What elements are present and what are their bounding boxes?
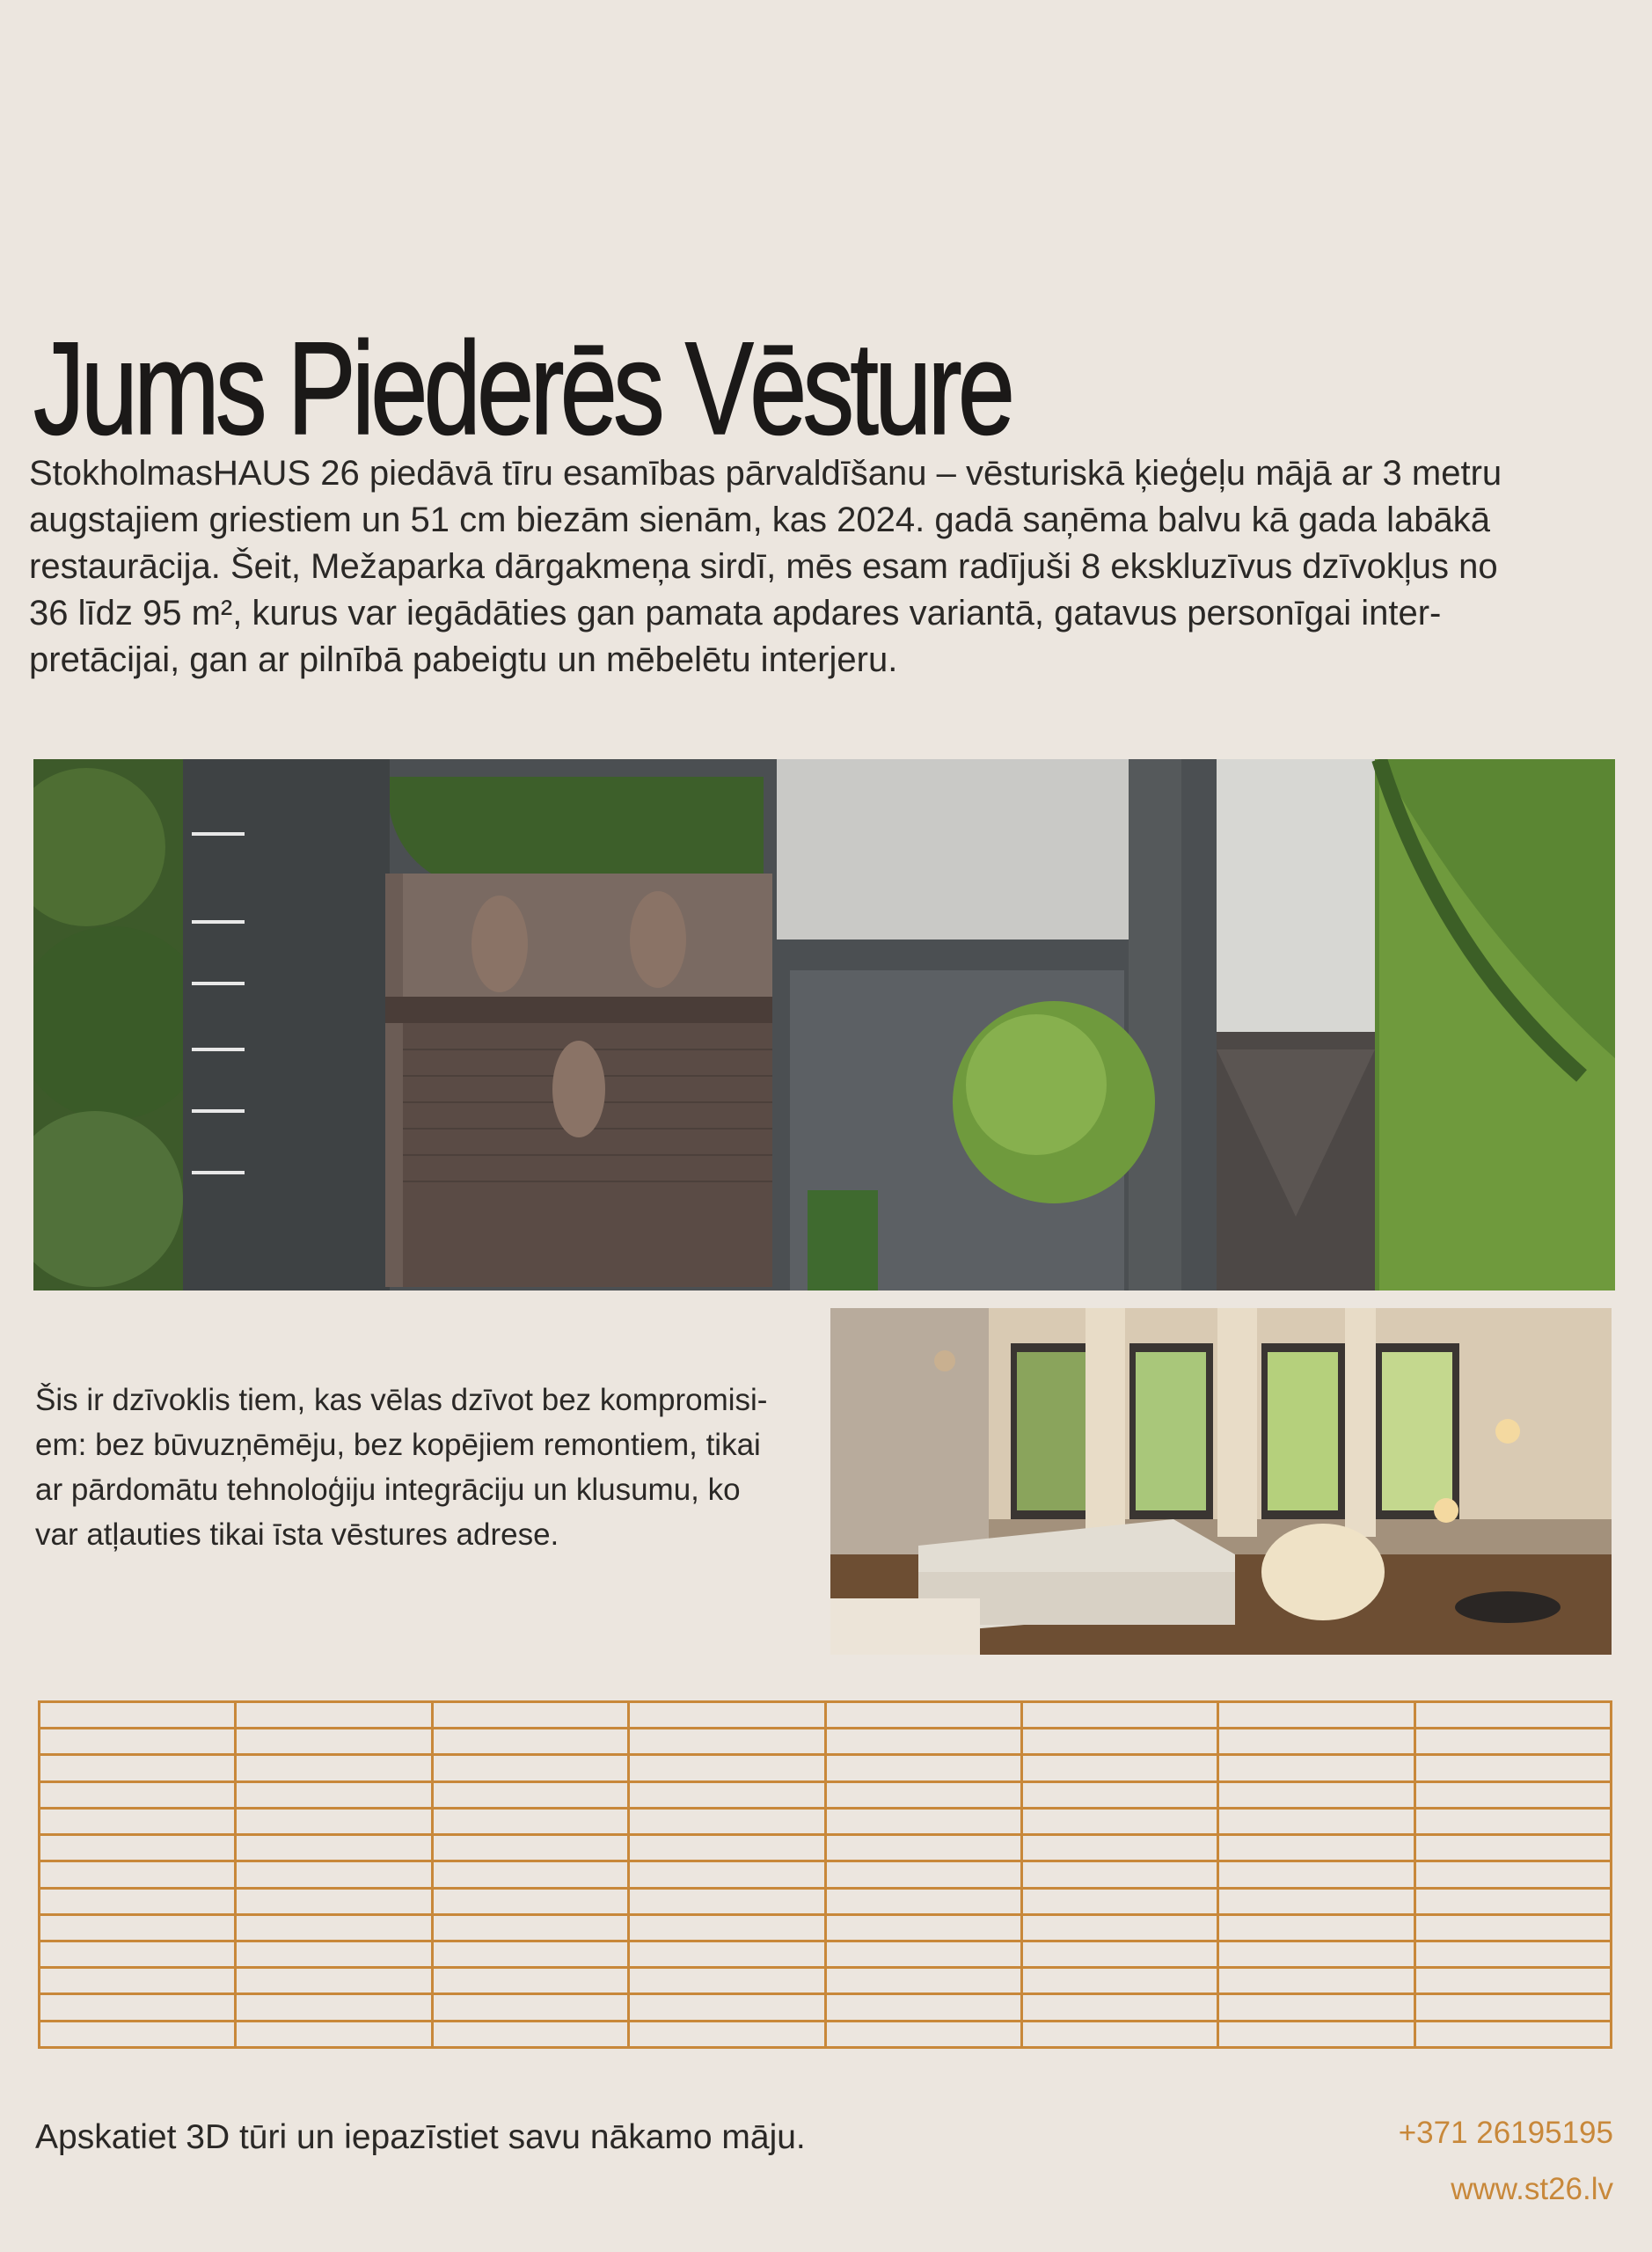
grid-cell bbox=[629, 1941, 825, 1967]
grid-cell bbox=[1414, 1941, 1611, 1967]
grid-cell bbox=[629, 1755, 825, 1781]
grid-row bbox=[40, 1755, 1612, 1781]
grid-cell bbox=[432, 1702, 628, 1729]
grid-cell bbox=[825, 1968, 1021, 1994]
grid-cell bbox=[40, 1808, 236, 1834]
grid-cell bbox=[236, 2021, 432, 2047]
grid-cell bbox=[1021, 1914, 1217, 1941]
grid-cell bbox=[432, 1914, 628, 1941]
grid-cell bbox=[40, 1941, 236, 1967]
grid-cell bbox=[629, 1888, 825, 1914]
grid-row bbox=[40, 1808, 1612, 1834]
grid-cell bbox=[432, 1835, 628, 1861]
grid-cell bbox=[236, 1861, 432, 1888]
grid-cell bbox=[236, 1702, 432, 1729]
grid-cell bbox=[1218, 1861, 1414, 1888]
grid-cell bbox=[1021, 1702, 1217, 1729]
grid-cell bbox=[1414, 1968, 1611, 1994]
grid-cell bbox=[825, 1861, 1021, 1888]
grid-cell bbox=[40, 1861, 236, 1888]
grid-row bbox=[40, 1994, 1612, 2021]
grid-cell bbox=[1021, 1781, 1217, 1808]
grid-cell bbox=[825, 1702, 1021, 1729]
grid-cell bbox=[1021, 1808, 1217, 1834]
grid-cell bbox=[236, 1968, 432, 1994]
grid-cell bbox=[629, 1729, 825, 1755]
grid-cell bbox=[236, 1888, 432, 1914]
grid-cell bbox=[1414, 2021, 1611, 2047]
grid-cell bbox=[1218, 1968, 1414, 1994]
grid-cell bbox=[825, 1941, 1021, 1967]
grid-cell bbox=[825, 1994, 1021, 2021]
grid-cell bbox=[1021, 1994, 1217, 2021]
grid-cell bbox=[236, 1781, 432, 1808]
grid-cell bbox=[1218, 1702, 1414, 1729]
grid-cell bbox=[825, 1755, 1021, 1781]
grid-cell bbox=[1021, 2021, 1217, 2047]
grid-cell bbox=[1218, 1888, 1414, 1914]
grid-cell bbox=[236, 1729, 432, 1755]
grid-cell bbox=[40, 1994, 236, 2021]
grid-cell bbox=[825, 1888, 1021, 1914]
grid-cell bbox=[1414, 1914, 1611, 1941]
grid-cell bbox=[1218, 1729, 1414, 1755]
grid-cell bbox=[1218, 1994, 1414, 2021]
grid-cell bbox=[236, 1994, 432, 2021]
grid-cell bbox=[40, 1888, 236, 1914]
grid-cell bbox=[1414, 1861, 1611, 1888]
grid-cell bbox=[825, 1729, 1021, 1755]
grid-cell bbox=[432, 1888, 628, 1914]
grid-row bbox=[40, 1888, 1612, 1914]
grid-cell bbox=[1021, 1888, 1217, 1914]
grid-cell bbox=[236, 1941, 432, 1967]
grid-cell bbox=[629, 1914, 825, 1941]
grid-row bbox=[40, 1861, 1612, 1888]
grid-cell bbox=[1218, 1941, 1414, 1967]
grid-cell bbox=[432, 1755, 628, 1781]
grid-cell bbox=[1414, 1888, 1611, 1914]
grid-cell bbox=[1021, 1835, 1217, 1861]
grid-cell bbox=[1218, 1914, 1414, 1941]
grid-cell bbox=[629, 1702, 825, 1729]
grid-cell bbox=[432, 1861, 628, 1888]
grid-cell bbox=[40, 1835, 236, 1861]
grid-cell bbox=[825, 1808, 1021, 1834]
grid-cell bbox=[432, 1808, 628, 1834]
description-paragraph: Šis ir dzīvoklis tiem, kas vēlas dzīvot bez kompromisi- em: bez būvuzņēmēju, bez kopējiem remontiem, tikai ar pārdomātu tehnoloģiju integrāciju un klusumu, ko var atļauties tikai īsta vēstures adrese. bbox=[35, 1383, 768, 1552]
grid-cell bbox=[1218, 1808, 1414, 1834]
grid-row bbox=[40, 1941, 1612, 1967]
grid-row bbox=[40, 2021, 1612, 2047]
intro-paragraph: StokholmasHAUS 26 piedāvā tīru esamības pārvaldīšanu – vēsturiskā ķieģeļu mājā ar 3 metru augstajiem griestiem un 51 cm biezām sienām, kas 2024. gadā saņēma balvu kā gada labākā restaurācija. Šeit, Mežaparka dārgakmeņa sirdī, mēs esam radījuši 8 ekskluzīvus dzīvokļus no 36 līdz 95 m², kurus var iegādāties gan pamata apdares variantā, gatavus personīgai inter- pretācijai, gan ar pilnībā pabeigtu un mēbelētu interjeru. bbox=[29, 454, 1502, 679]
website-link[interactable]: www.st26.lv bbox=[1451, 2172, 1613, 2206]
grid-cell bbox=[236, 1755, 432, 1781]
grid-cell bbox=[1021, 1861, 1217, 1888]
grid-cell bbox=[236, 1835, 432, 1861]
grid-cell bbox=[40, 1729, 236, 1755]
grid-cell bbox=[1414, 1755, 1611, 1781]
grid-cell bbox=[825, 2021, 1021, 2047]
footer-cta-text: Apskatiet 3D tūri un iepazīstiet savu nākamo māju. bbox=[35, 2118, 806, 2156]
grid-cell bbox=[1218, 1755, 1414, 1781]
grid-cell bbox=[40, 1781, 236, 1808]
grid-cell bbox=[1021, 1941, 1217, 1967]
grid-cell bbox=[40, 2021, 236, 2047]
grid-cell bbox=[1218, 2021, 1414, 2047]
grid-cell bbox=[629, 1861, 825, 1888]
grid-cell bbox=[825, 1835, 1021, 1861]
grid-cell bbox=[432, 1968, 628, 1994]
grid-cell bbox=[1218, 1781, 1414, 1808]
grid-row bbox=[40, 1729, 1612, 1755]
grid-cell bbox=[629, 1781, 825, 1808]
grid-row bbox=[40, 1702, 1612, 1729]
aerial-building-photo bbox=[33, 759, 1615, 1291]
grid-cell bbox=[432, 1781, 628, 1808]
grid-cell bbox=[629, 1808, 825, 1834]
grid-row bbox=[40, 1914, 1612, 1941]
orange-grid-table bbox=[38, 1700, 1612, 2049]
grid-cell bbox=[825, 1914, 1021, 1941]
page-title: Jums Piederēs Vēsture bbox=[33, 313, 1012, 462]
grid-cell bbox=[1414, 1729, 1611, 1755]
grid-cell bbox=[40, 1914, 236, 1941]
grid-cell bbox=[432, 1941, 628, 1967]
grid-cell bbox=[1414, 1835, 1611, 1861]
grid-cell bbox=[629, 2021, 825, 2047]
grid-cell bbox=[1021, 1729, 1217, 1755]
grid-cell bbox=[1414, 1994, 1611, 2021]
grid-cell bbox=[40, 1755, 236, 1781]
grid-cell bbox=[1414, 1702, 1611, 1729]
grid-cell bbox=[825, 1781, 1021, 1808]
grid-cell bbox=[1414, 1781, 1611, 1808]
grid-cell bbox=[629, 1994, 825, 2021]
grid-cell bbox=[1021, 1755, 1217, 1781]
grid-cell bbox=[629, 1835, 825, 1861]
grid-cell bbox=[1414, 1808, 1611, 1834]
grid-cell bbox=[1218, 1835, 1414, 1861]
grid-cell bbox=[40, 1702, 236, 1729]
grid-cell bbox=[432, 1994, 628, 2021]
grid-cell bbox=[432, 1729, 628, 1755]
grid-row bbox=[40, 1781, 1612, 1808]
interior-living-room-photo bbox=[830, 1308, 1612, 1655]
grid-row bbox=[40, 1835, 1612, 1861]
grid-row bbox=[40, 1968, 1612, 1994]
grid-cell bbox=[236, 1808, 432, 1834]
grid-cell bbox=[432, 2021, 628, 2047]
grid-cell bbox=[1021, 1968, 1217, 1994]
grid-cell bbox=[629, 1968, 825, 1994]
grid-cell bbox=[40, 1968, 236, 1994]
phone-number-link[interactable]: +371 26195195 bbox=[1398, 2116, 1613, 2150]
grid-cell bbox=[236, 1914, 432, 1941]
